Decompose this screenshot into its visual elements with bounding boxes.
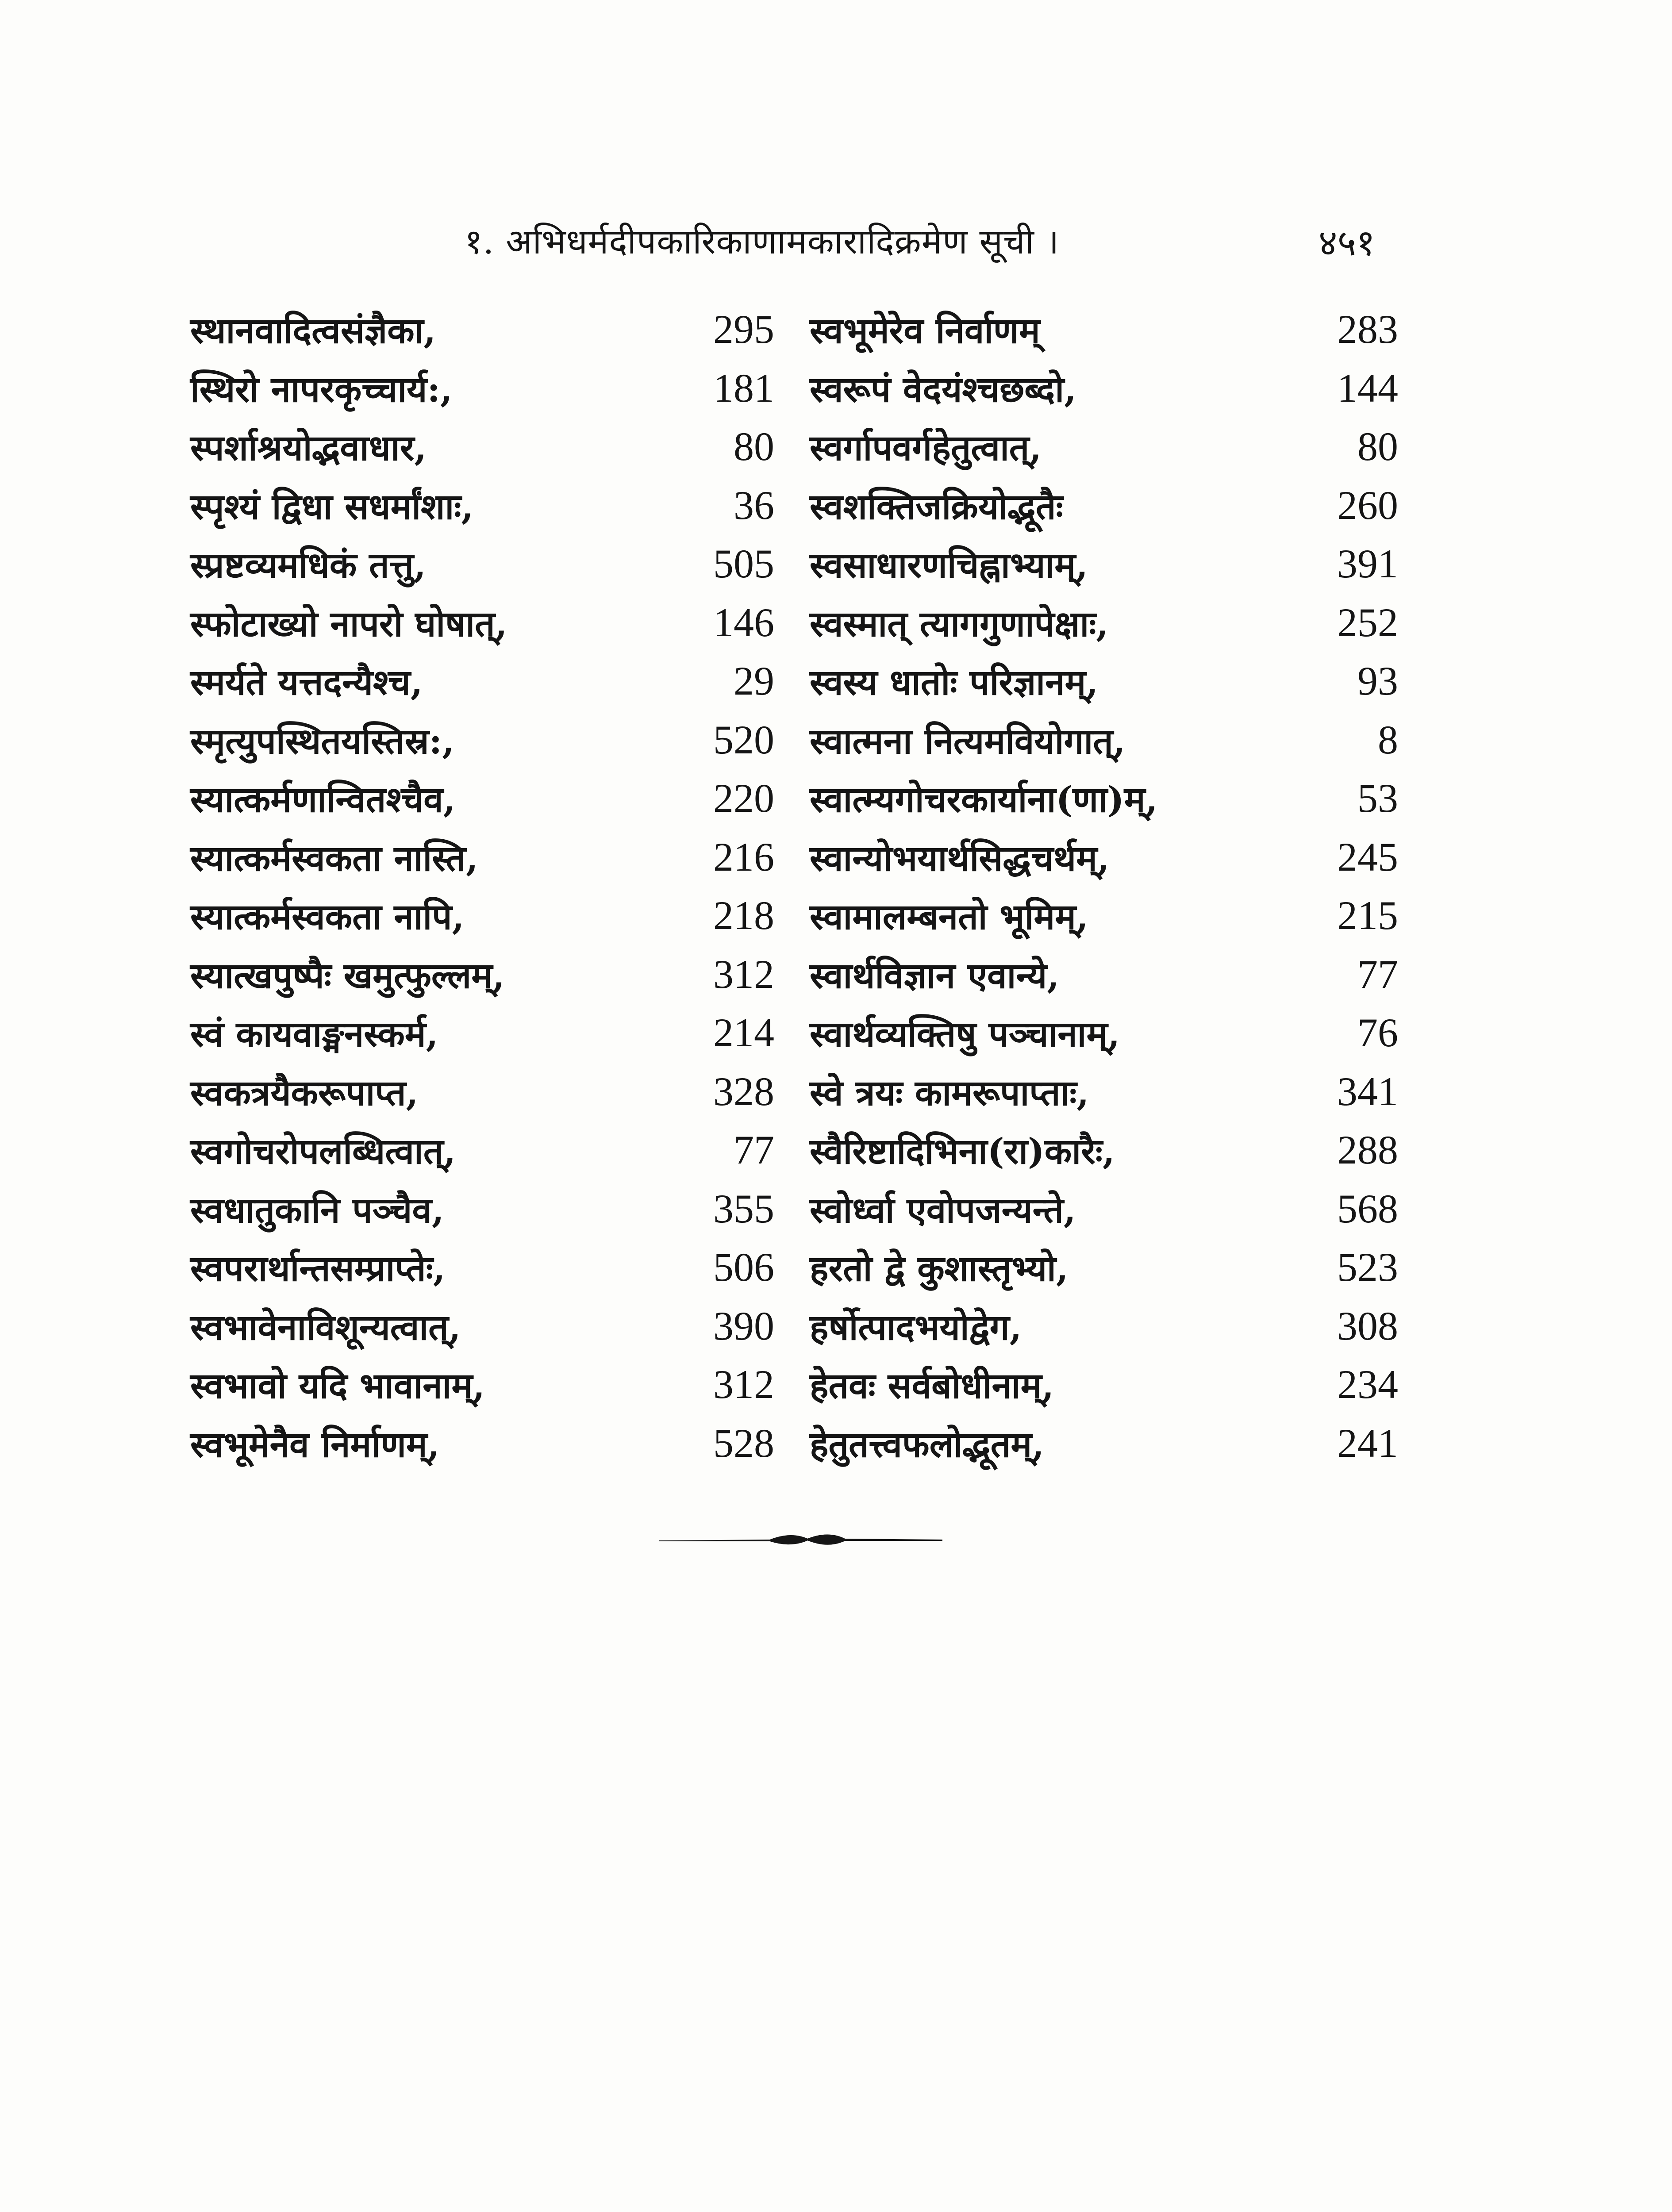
index-row (810, 716, 1398, 775)
index-row (810, 1302, 1398, 1361)
index-term: हेतुतत्त्वफलोद्भूतम्, (810, 1423, 1045, 1465)
index-page: 29 (734, 658, 774, 703)
index-row (190, 1419, 801, 1478)
index-row (190, 833, 801, 892)
index-term: स्वभूमेनैव निर्माणम्, (190, 1423, 440, 1465)
index-page: 568 (1337, 1186, 1398, 1231)
index-row (190, 1185, 801, 1244)
index-term: स्वामालम्बनतो भूमिम्, (810, 896, 1088, 937)
index-term: स्वभूमेरेव निर्वाणम् (810, 310, 1040, 351)
index-row (190, 1009, 801, 1068)
index-row (190, 305, 801, 364)
index-row (810, 1419, 1398, 1478)
end-ornament-icon (659, 1526, 942, 1553)
index-row (190, 1302, 801, 1361)
index-page: 77 (734, 1127, 774, 1172)
index-term: स्थानवादित्वसंज्ञैका, (190, 310, 436, 351)
index-row (190, 1360, 801, 1419)
index-term: स्मर्यते यत्तदन्यैश्च, (190, 661, 423, 703)
index-row (810, 422, 1398, 481)
index-term: स्वसाधारणचिह्नाभ्याम्, (810, 544, 1088, 586)
index-page: 218 (713, 893, 774, 938)
index-page: 241 (1337, 1420, 1398, 1466)
index-row (810, 1185, 1398, 1244)
index-page: 36 (734, 482, 774, 528)
index-term: स्वे त्रयः कामरूपाप्ताः, (810, 1071, 1089, 1114)
index-term: स्यात्कर्मस्वकता नास्ति, (190, 837, 478, 879)
index-page: 76 (1357, 1010, 1398, 1055)
index-page: 181 (713, 365, 774, 411)
index-page: 391 (1337, 541, 1398, 586)
index-page: 312 (713, 951, 774, 997)
index-page: 312 (713, 1362, 774, 1407)
index-row (190, 481, 801, 540)
index-row (810, 1068, 1398, 1126)
index-row (810, 950, 1398, 1009)
index-page: 245 (1337, 834, 1398, 879)
index-page: 216 (713, 834, 774, 879)
index-page: 144 (1337, 365, 1398, 411)
index-row (810, 1360, 1398, 1419)
index-row (810, 1126, 1398, 1185)
index-term: स्वोर्ध्वा एवोपजन्यन्ते, (810, 1189, 1076, 1231)
index-term: स्यात्खपुष्पैः खमुत्फुल्लम्, (190, 954, 505, 996)
index-row (190, 891, 801, 950)
index-term: स्मृत्युपस्थितयस्तिस्र:, (190, 720, 455, 762)
index-term: स्वार्थव्यक्तिषु पञ्चानाम्, (810, 1013, 1120, 1055)
index-term: स्वभावो यदि भावानाम्, (190, 1365, 485, 1406)
index-page: 308 (1337, 1303, 1398, 1348)
index-row (810, 599, 1398, 657)
index-row (190, 657, 801, 716)
index-page: 77 (1357, 951, 1398, 997)
index-row (190, 1243, 801, 1302)
index-term: स्थिरो नापरकृच्चार्य:, (190, 368, 453, 410)
index-term: स्वर्गापवर्गहेतुत्वात्, (810, 427, 1042, 469)
index-term: स्वात्म्यगोचरकार्याना(णा)म्, (810, 779, 1158, 820)
index-page: 295 (713, 307, 774, 352)
index-row (810, 833, 1398, 892)
index-term: हेतवः सर्वबोधीनाम्, (810, 1365, 1054, 1406)
index-term: हरतो द्वे कुशास्तृभ्यो, (810, 1248, 1069, 1289)
index-term: स्पृश्यं द्विधा सधर्मांशाः, (190, 485, 474, 527)
index-row (810, 540, 1398, 599)
index-row (190, 716, 801, 775)
index-row (190, 950, 801, 1009)
index-row (810, 481, 1398, 540)
index-page: 8 (1378, 717, 1398, 762)
index-row (190, 364, 801, 423)
index-page: 252 (1337, 599, 1398, 645)
index-term: स्यात्कर्मणान्वितश्चैव, (190, 779, 456, 820)
index-page: 390 (713, 1303, 774, 1348)
index-term: स्वभावेनाविशून्यत्वात्, (190, 1306, 461, 1348)
index-row (810, 774, 1398, 833)
index-row (190, 599, 801, 657)
index-page: 214 (713, 1010, 774, 1055)
index-term: स्वगोचरोपलब्धित्वात्, (190, 1130, 456, 1172)
index-page: 260 (1337, 482, 1398, 528)
index-term: स्वकत्रयैकरूपाप्त, (190, 1071, 419, 1114)
index-page: 80 (734, 424, 774, 469)
index-term: स्वधातुकानि पञ्चैव, (190, 1189, 444, 1231)
index-page: 234 (1337, 1362, 1398, 1407)
index-page: 355 (713, 1186, 774, 1231)
index-term: स्वं कायवाङ्मनस्कर्म, (190, 1013, 438, 1055)
index-term: स्वैरिष्टादिभिना(रा)कारैः, (810, 1130, 1115, 1172)
index-page: 215 (1337, 893, 1398, 938)
index-term: हर्षोत्पादभयोद्वेग, (810, 1306, 1022, 1348)
index-term: स्प्रष्टव्यमधिकं तत्तु, (190, 544, 426, 586)
index-term: स्वार्थविज्ञान एवान्ये, (810, 954, 1060, 996)
index-term: स्पर्शाश्रयोद्भवाधार, (190, 427, 427, 469)
index-term: स्वस्मात् त्यागगुणापेक्षाः, (810, 603, 1109, 645)
index-page: 328 (713, 1068, 774, 1114)
index-term: स्यात्कर्मस्वकता नापि, (190, 896, 465, 937)
index-page: 53 (1357, 776, 1398, 821)
index-term: स्वान्योभयार्थसिद्धचर्थम्, (810, 837, 1110, 879)
index-row (190, 422, 801, 481)
index-row (810, 305, 1398, 364)
index-row (810, 1243, 1398, 1302)
index-term: स्वपरार्थान्तसम्प्राप्तेः, (190, 1248, 446, 1289)
index-row (190, 774, 801, 833)
index-row (810, 891, 1398, 950)
index-page: 528 (713, 1420, 774, 1466)
index-page: 80 (1357, 424, 1398, 469)
index-row (810, 657, 1398, 716)
index-page: 506 (713, 1244, 774, 1290)
index-page: 288 (1337, 1127, 1398, 1172)
index-row (190, 540, 801, 599)
index-row (190, 1068, 801, 1126)
index-term: स्वस्य धातोः परिज्ञानम्, (810, 661, 1099, 703)
index-page: 505 (713, 541, 774, 586)
index-page: 341 (1337, 1068, 1398, 1114)
page-header-title: १. अभिधर्मदीपकारिकाणामकारादिक्रमेण सूची । (465, 222, 1060, 262)
index-page: 93 (1357, 658, 1398, 703)
index-page: 523 (1337, 1244, 1398, 1290)
index-term: स्फोटाख्यो नापरो घोषात्, (190, 603, 507, 645)
index-page: 283 (1337, 307, 1398, 352)
page-number: ४५१ (1318, 222, 1375, 264)
right-index-column (810, 305, 1398, 1478)
index-page: 520 (713, 717, 774, 762)
index-row (810, 364, 1398, 423)
index-page: 220 (713, 776, 774, 821)
index-term: स्वशक्तिजक्रियोद्भूतैः (810, 485, 1063, 527)
index-page: 146 (713, 599, 774, 645)
index-term: स्वरूपं वेदयंश्चछब्दो, (810, 368, 1076, 410)
index-row (810, 1009, 1398, 1068)
left-index-column (190, 305, 801, 1478)
index-row (190, 1126, 801, 1185)
index-term: स्वात्मना नित्यमवियोगात्, (810, 720, 1126, 762)
